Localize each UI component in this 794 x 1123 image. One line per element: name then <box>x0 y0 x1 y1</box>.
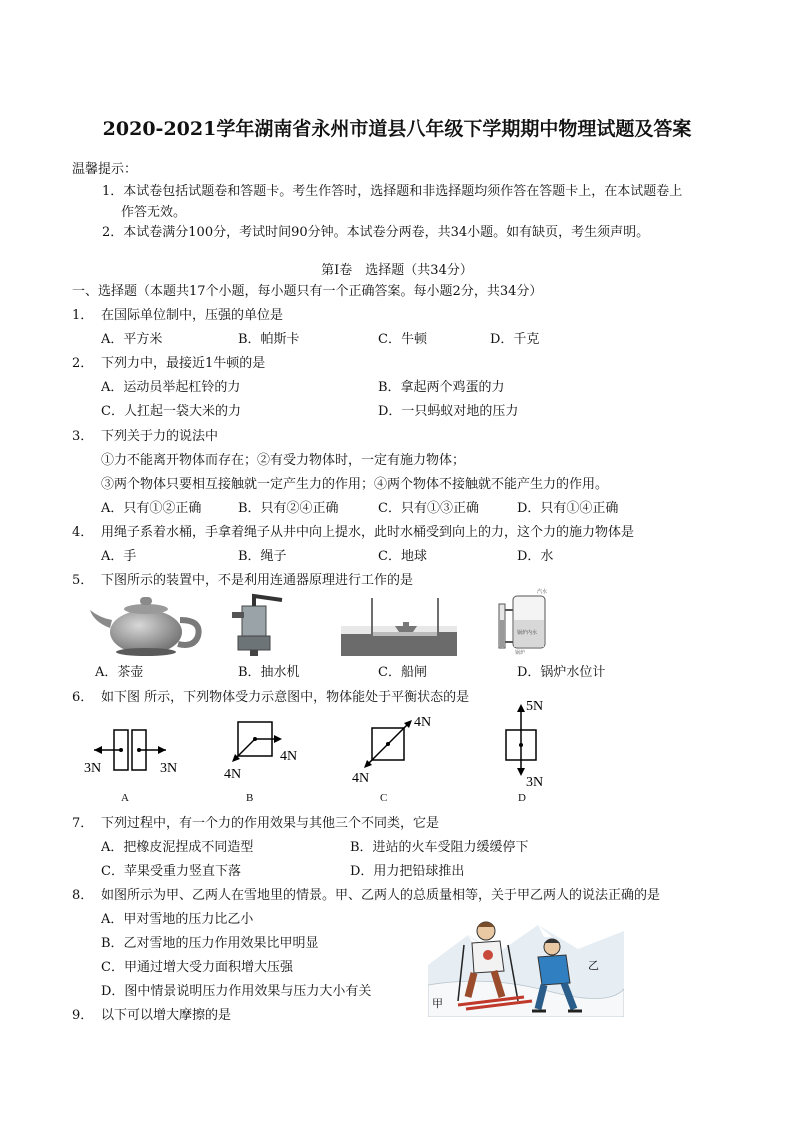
option: B．进站的火车受阻力缓缓停下 <box>350 840 529 855</box>
option: B．乙对雪地的压力作用效果比甲明显 <box>101 936 319 951</box>
question-number: 5． <box>72 573 94 588</box>
question-stem: 下列过程中，有一个力的作用效果与其他三个不同类，它是 <box>101 816 440 831</box>
option: D．一只蚂蚁对地的压力 <box>378 404 519 419</box>
boiler-mid-label: 锅炉 <box>515 650 526 656</box>
question-stem: 下图所示的装置中，不是利用连通器原理进行工作的是 <box>101 573 414 588</box>
force-label: 4N <box>224 767 242 782</box>
option: A．甲对雪地的压力比乙小 <box>101 912 254 927</box>
tip-2: 2．本试卷满分100分，考试时间90分钟。本试卷分两卷，共34小题。如有缺页，考生须声明。 <box>102 225 650 240</box>
option: C．船闸 <box>378 665 427 680</box>
statement-line: ③两个物体只要相互接触就一定产生力的作用；④两个物体不接触就不能产生力的作用。 <box>101 477 609 492</box>
snow-scene-image <box>428 905 624 1017</box>
option: B．抽水机 <box>238 665 300 680</box>
section-title: 第Ⅰ卷 选择题（共34分） <box>321 263 473 278</box>
pump-image <box>226 592 290 658</box>
force-diagram-b <box>222 714 306 784</box>
force-label: 4N <box>414 715 432 730</box>
option: C．甲通过增大受力面积增大压强 <box>101 960 293 975</box>
question-number: 4． <box>72 525 94 540</box>
person-label-jia: 甲 <box>432 997 443 1010</box>
question-number: 1． <box>72 308 94 323</box>
question-stem: 用绳子系着水桶，手拿着绳子从井中向上提水，此时水桶受到向上的力，这个力的施力物体是 <box>101 525 635 540</box>
force-diagram-c <box>348 712 440 786</box>
option: A．平方米 <box>101 332 163 347</box>
tip-1: 1．本试卷包括试题卷和答题卡。考生作答时，选择题和非选择题均须作答在答题卡上，在本试题卷上 <box>102 184 683 199</box>
question-stem: 下列力中，最接近1牛顿的是 <box>101 356 266 371</box>
question-number: 3． <box>72 429 94 444</box>
boiler-top-label: 汽水 <box>537 589 548 595</box>
teapot-image <box>88 592 206 658</box>
figure-letter: C <box>380 792 388 804</box>
tip-1-cont: 作答无效。 <box>121 205 187 220</box>
option: C．只有①③正确 <box>378 501 479 516</box>
force-diagram-d <box>494 694 554 794</box>
option: B．拿起两个鸡蛋的力 <box>378 380 505 395</box>
option: D．锅炉水位计 <box>517 665 606 680</box>
question-stem: 在国际单位制中，压强的单位是 <box>101 308 284 323</box>
page-title: 2020-2021学年湖南省永州市道县八年级下学期期中物理试题及答案 <box>102 118 692 140</box>
force-label: 4N <box>280 749 298 764</box>
part-heading: 一、选择题（本题共17个小题，每小题只有一个正确答案。每小题2分，共34分） <box>72 284 543 299</box>
option: D．水 <box>517 549 554 564</box>
figure-letter: B <box>246 792 254 804</box>
option: C．地球 <box>378 549 427 564</box>
ship-lock-image <box>341 596 457 656</box>
option: C．苹果受重力竖直下落 <box>101 864 241 879</box>
force-label: 3N <box>526 775 544 790</box>
statement-line: ①力不能离开物体而存在；②有受力物体时，一定有施力物体； <box>101 453 466 468</box>
option: A．只有①②正确 <box>101 501 202 516</box>
option: A．手 <box>101 549 137 564</box>
question-stem: 下列关于力的说法中 <box>101 429 219 444</box>
question-stem: 以下可以增大摩擦的是 <box>101 1008 232 1023</box>
question-number: 2． <box>72 356 94 371</box>
question-number: 6． <box>72 690 94 705</box>
option: B．帕斯卡 <box>238 332 300 347</box>
figure-letter: A <box>121 792 129 804</box>
tips-heading: 温馨提示： <box>72 162 138 177</box>
option: A．运动员举起杠铃的力 <box>101 380 241 395</box>
option: C．牛顿 <box>378 332 427 347</box>
option: D．千克 <box>490 332 540 347</box>
force-label: 3N <box>84 761 102 776</box>
question-number: 7． <box>72 816 94 831</box>
option: D．图中情景说明压力作用效果与压力大小有关 <box>101 984 372 999</box>
option: D．用力把铅球推出 <box>350 864 465 879</box>
force-diagram-a <box>80 714 184 780</box>
option: D．只有①④正确 <box>517 501 619 516</box>
question-stem: 如下图 所示，下列物体受力示意图中，物体能处于平衡状态的是 <box>101 690 470 705</box>
question-number: 8． <box>72 888 94 903</box>
boiler-gauge-image <box>493 586 549 662</box>
figure-letter: D <box>518 792 526 804</box>
force-label: 3N <box>160 761 178 776</box>
question-stem: 如图所示为甲、乙两人在雪地里的情景。甲、乙两人的总质量相等，关于甲乙两人的说法正确的是 <box>101 888 661 903</box>
force-label: 4N <box>352 771 370 786</box>
option: A．茶壶 <box>95 665 144 680</box>
question-number: 9． <box>72 1008 94 1023</box>
option: C．人扛起一袋大米的力 <box>101 404 241 419</box>
boiler-inner-label: 锅炉内水 <box>517 630 538 636</box>
force-label: 5N <box>526 699 544 714</box>
option: A．把橡皮泥捏成不同造型 <box>101 840 254 855</box>
option: B．只有②④正确 <box>238 501 339 516</box>
person-label-yi: 乙 <box>588 959 599 972</box>
option: B．绳子 <box>238 549 287 564</box>
